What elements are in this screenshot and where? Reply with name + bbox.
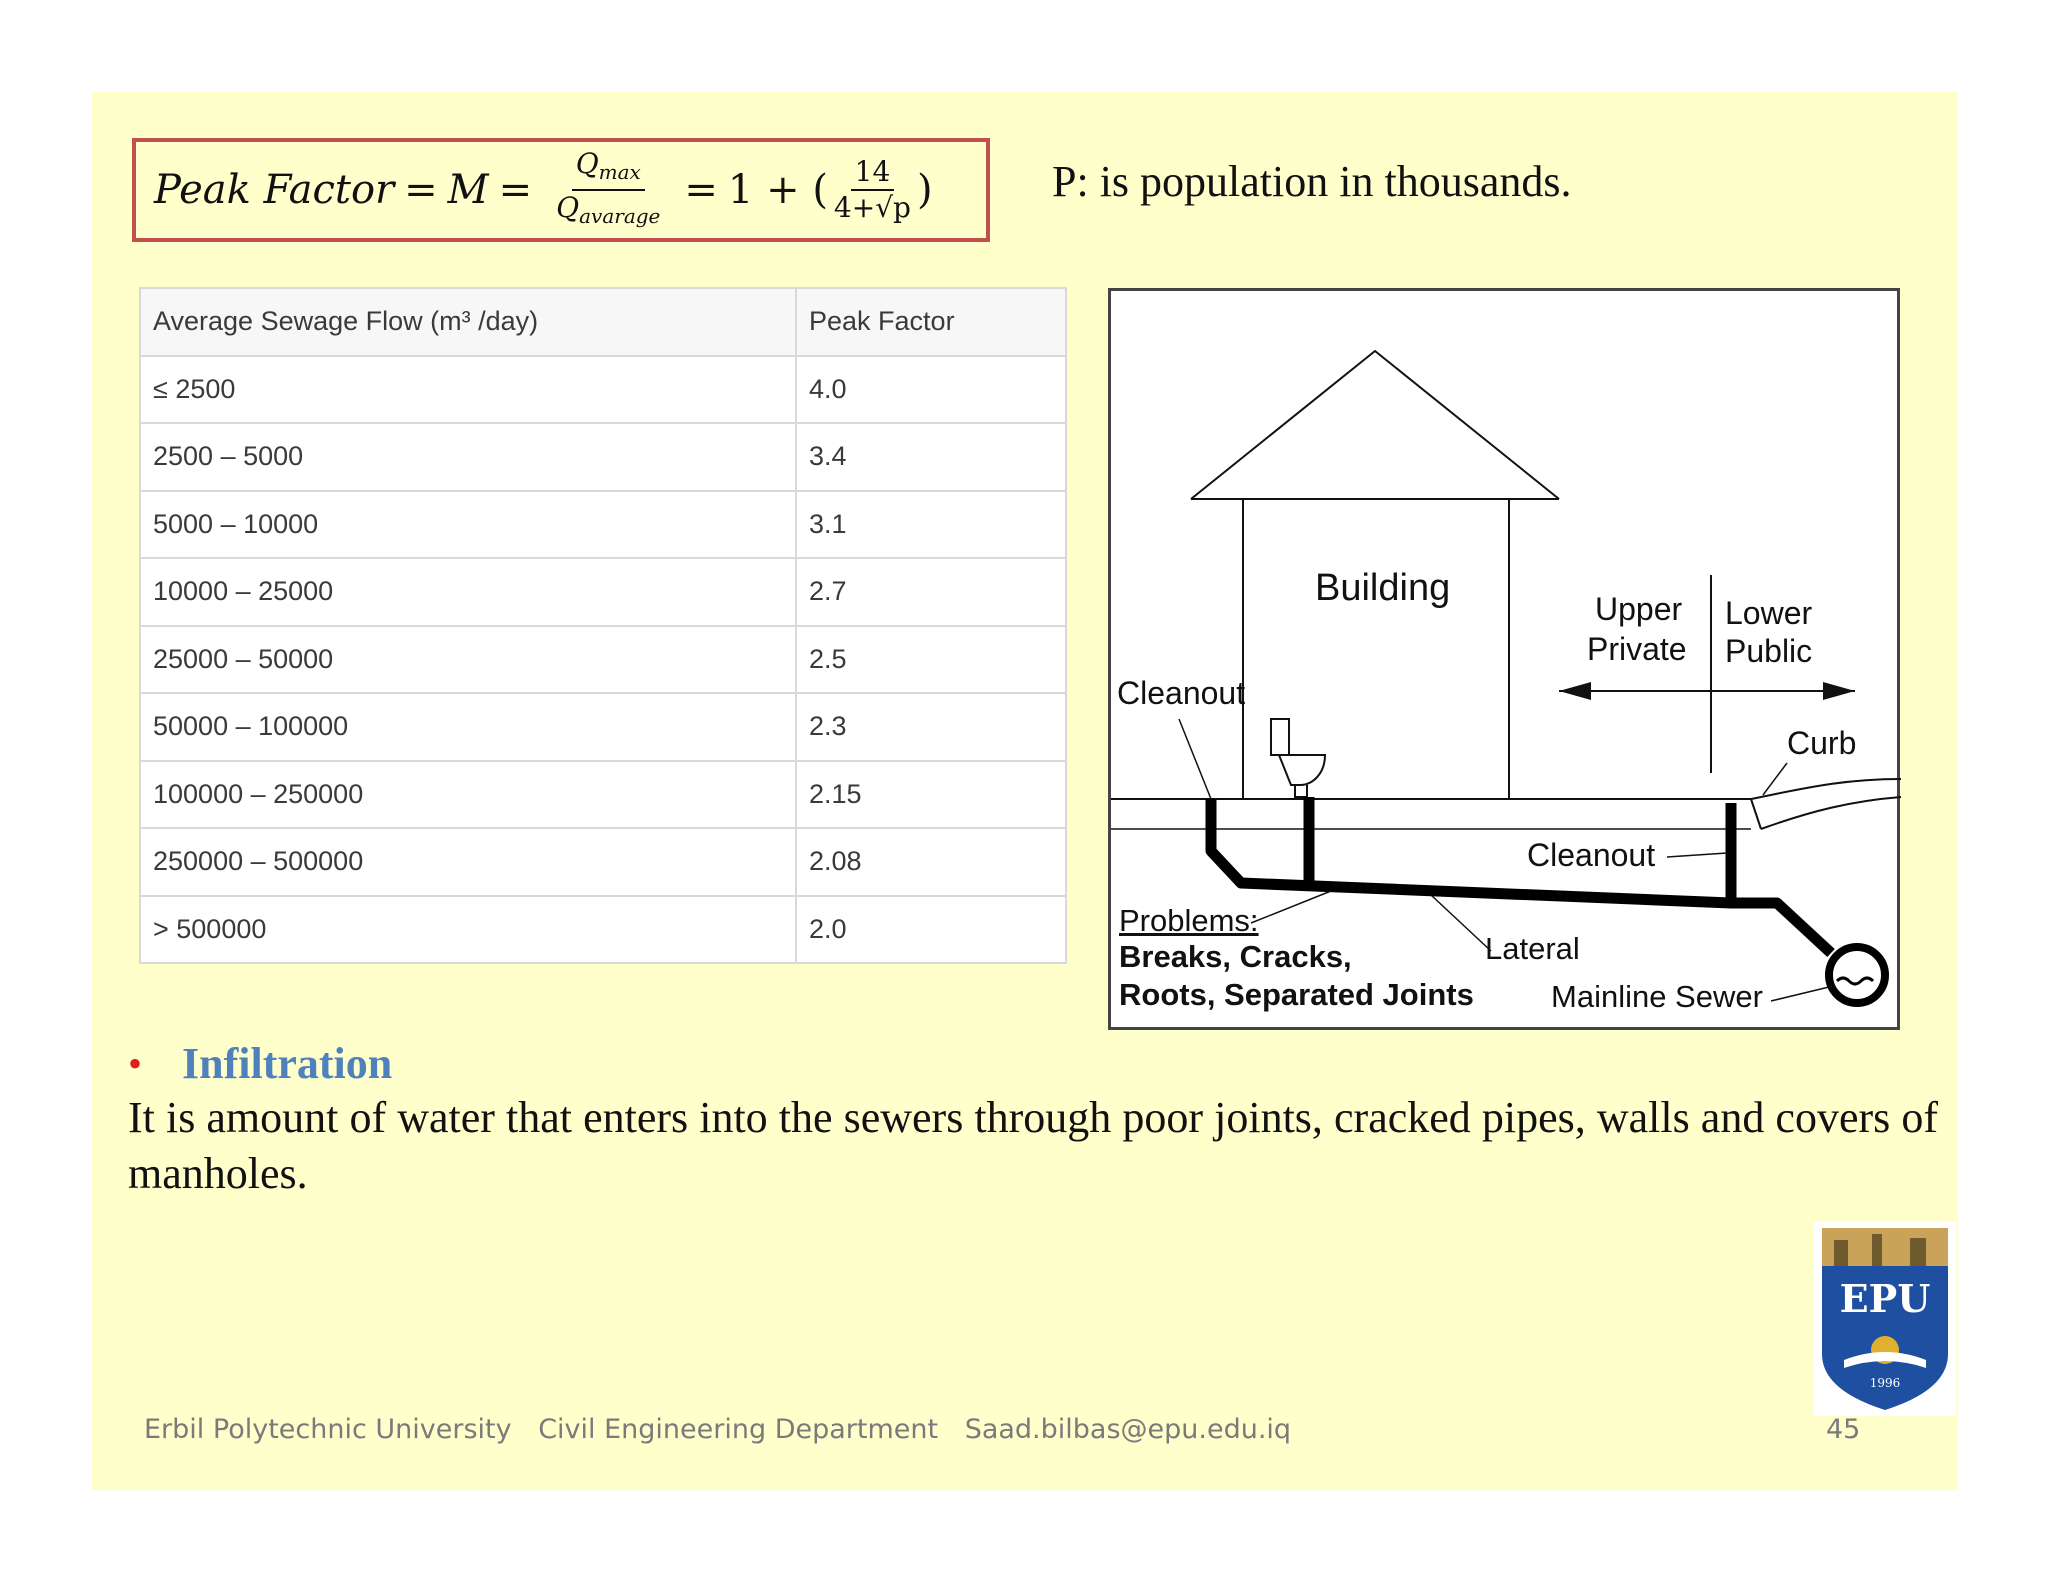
table-row xyxy=(140,693,1066,761)
problems-label: Problems: xyxy=(1119,903,1259,938)
peak-factor-table xyxy=(139,287,1067,964)
footer-department: Civil Engineering Department xyxy=(538,1414,939,1445)
epu-logo xyxy=(1814,1222,1956,1416)
problems-line1: Breaks, Cracks, xyxy=(1119,939,1352,974)
factor-cell: 2.0 xyxy=(796,896,1066,964)
q-avg: Q xyxy=(556,191,580,224)
flow-cell: ≤ 2500 xyxy=(140,356,796,424)
arrow-right-head xyxy=(1823,682,1855,700)
table-header-row xyxy=(140,288,1066,356)
footer xyxy=(144,1414,1309,1445)
header-flow: Average Sewage Flow (m³ /day) xyxy=(140,288,796,356)
q-avg-sub: avarage xyxy=(579,204,661,228)
population-note: P: is population in thousands. xyxy=(1052,157,1572,206)
q-max-sub: max xyxy=(598,160,641,184)
lower-label: Lower xyxy=(1725,595,1813,631)
problems-leader xyxy=(1251,891,1331,923)
table-row xyxy=(140,558,1066,626)
logo-building-window xyxy=(1872,1234,1882,1268)
logo-text: EPU xyxy=(1839,1276,1931,1321)
table-row xyxy=(140,356,1066,424)
footer-email: Saad.bilbas@epu.edu.iq xyxy=(964,1414,1292,1445)
table-row xyxy=(140,626,1066,694)
building-label: Building xyxy=(1315,567,1451,609)
flow-cell: 10000 – 25000 xyxy=(140,558,796,626)
flow-cell: > 500000 xyxy=(140,896,796,964)
formula-lhs: Peak Factor xyxy=(154,167,395,213)
formula-close: ) xyxy=(916,167,933,213)
toilet-base xyxy=(1295,785,1307,797)
formula-equals-2: = xyxy=(498,167,533,213)
q-ratio-fraction xyxy=(552,147,664,233)
bullet-icon: • xyxy=(128,1041,143,1086)
q-max: Q xyxy=(575,147,599,180)
infiltration-heading: Infiltration xyxy=(182,1039,393,1088)
table-row xyxy=(140,491,1066,559)
factor-cell: 2.5 xyxy=(796,626,1066,694)
cleanout-right-label: Cleanout xyxy=(1527,837,1656,873)
table-row xyxy=(140,423,1066,491)
arrow-left-head xyxy=(1559,682,1591,700)
flow-cell: 5000 – 10000 xyxy=(140,491,796,559)
mainline-sewer-pipe xyxy=(1829,947,1885,1003)
infiltration-bullet xyxy=(128,1038,392,1089)
header-peak-factor: Peak Factor xyxy=(796,288,1066,356)
flow-cell: 250000 – 500000 xyxy=(140,828,796,896)
table-row xyxy=(140,896,1066,964)
cleanout-left-label: Cleanout xyxy=(1117,675,1246,711)
flow-cell: 100000 – 250000 xyxy=(140,761,796,829)
logo-year: 1996 xyxy=(1869,1376,1901,1390)
logo-building-window xyxy=(1910,1238,1926,1268)
logo-building-window xyxy=(1834,1240,1848,1268)
peak-factor-formula xyxy=(132,138,990,242)
flow-cell: 25000 – 50000 xyxy=(140,626,796,694)
cleanout-right-leader xyxy=(1667,853,1727,857)
factor-cell: 2.7 xyxy=(796,558,1066,626)
page-number: 45 xyxy=(1826,1414,1861,1445)
lateral-label: Lateral xyxy=(1485,931,1580,966)
sewer-lateral-diagram xyxy=(1108,288,1900,1030)
factor-cell: 2.3 xyxy=(796,693,1066,761)
factor-cell: 3.4 xyxy=(796,423,1066,491)
lateral-leader xyxy=(1431,895,1491,951)
toilet-tank xyxy=(1271,719,1289,755)
factor-cell: 2.15 xyxy=(796,761,1066,829)
table-row xyxy=(140,761,1066,829)
private-label: Private xyxy=(1587,631,1687,667)
factor-cell: 3.1 xyxy=(796,491,1066,559)
roof-outline xyxy=(1191,351,1559,499)
public-label: Public xyxy=(1725,633,1813,669)
formula-one-plus: 1 + ( xyxy=(727,167,828,213)
upper-label: Upper xyxy=(1595,591,1683,627)
mainline-sewer-label: Mainline Sewer xyxy=(1551,979,1763,1014)
toilet-bowl xyxy=(1279,755,1325,785)
footer-university: Erbil Polytechnic University xyxy=(144,1414,512,1445)
formula-equals-1: = xyxy=(404,167,438,213)
harmon-numerator: 14 xyxy=(851,155,895,191)
cleanout-left-leader xyxy=(1179,719,1211,799)
curb-leader xyxy=(1763,763,1787,795)
table-row xyxy=(140,828,1066,896)
harmon-denominator: 4+√p xyxy=(833,191,911,224)
factor-cell: 4.0 xyxy=(796,356,1066,424)
flow-cell: 50000 – 100000 xyxy=(140,693,796,761)
formula-m: M xyxy=(447,167,489,213)
curb-shape-lower xyxy=(1761,797,1901,829)
problems-line2: Roots, Separated Joints xyxy=(1119,977,1474,1012)
flow-cell: 2500 – 5000 xyxy=(140,423,796,491)
factor-cell: 2.08 xyxy=(796,828,1066,896)
formula-equals-3: = xyxy=(684,167,718,213)
curb-face xyxy=(1751,799,1761,829)
harmon-fraction xyxy=(830,155,915,225)
curb-label: Curb xyxy=(1787,725,1857,761)
mainline-leader xyxy=(1771,987,1829,1001)
slide xyxy=(92,92,1958,1490)
infiltration-text: It is amount of water that enters into the sewers through poor joints, cracked pipes, walls and covers of manholes. xyxy=(128,1093,1938,1198)
